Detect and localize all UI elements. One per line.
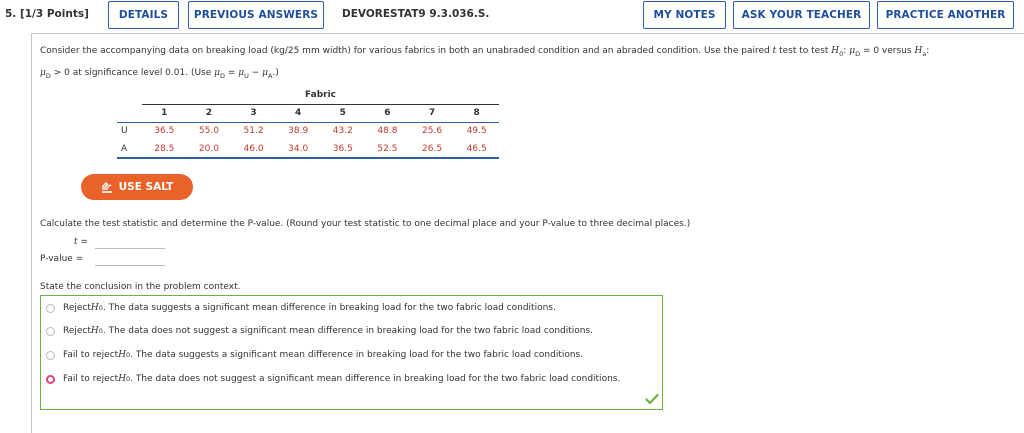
details-button[interactable]: DETAILS	[108, 1, 179, 29]
salt-icon	[101, 181, 113, 193]
practice-another-button[interactable]: PRACTICE ANOTHER	[877, 1, 1014, 29]
radio-button[interactable]	[46, 351, 55, 360]
table-cell: 51.2	[243, 126, 264, 137]
column-header: 6	[365, 104, 410, 122]
radio-button[interactable]	[46, 327, 55, 336]
table-cell: 25.6	[422, 126, 443, 137]
conclusion-options	[40, 295, 663, 410]
table-cell: 20.0	[187, 140, 232, 158]
table-title: Fabric	[142, 86, 499, 104]
table-cell: 26.5	[410, 140, 455, 158]
calc-instruction: Calculate the test statistic and determine the P-value. (Round your test statistic to one decimal place and your P-value to three decimal places.)	[40, 219, 691, 229]
problem-line-2: $\mu_D > 0$ at significance level 0.01. (Use $\mu_D = \mu_U - \mu_A$.)	[40, 67, 279, 80]
conclusion-option-3[interactable]: Fail to reject H 0 . The data suggests a significant mean difference in breaking load for the two fabric load conditions.	[46, 348, 583, 362]
fabric-data-table	[117, 86, 499, 159]
column-header: 4	[276, 104, 321, 122]
column-header: 7	[410, 104, 455, 122]
table-cell: 52.5	[365, 140, 410, 158]
table-row	[117, 140, 499, 158]
table-cell: 34.0	[276, 140, 321, 158]
use-salt-button[interactable]	[81, 174, 193, 200]
table-cell: 46.5	[454, 140, 499, 158]
column-header: 5	[321, 104, 366, 122]
question-number-text: 5.	[5, 8, 17, 20]
conclusion-prompt: State the conclusion in the problem context.	[40, 282, 241, 292]
table-header-row	[117, 104, 499, 122]
question-header	[0, 0, 1024, 33]
column-header: 2	[187, 104, 232, 122]
column-header: 1	[142, 104, 187, 122]
row-label: A	[117, 140, 142, 158]
table-cell: 48.8	[377, 126, 398, 137]
table-cell: 36.5	[154, 126, 175, 137]
conclusion-option-2[interactable]: Reject H 0 . The data does not suggest a significant mean difference in breaking load for the two fabric load conditions.	[46, 324, 593, 338]
conclusion-option-4[interactable]: Fail to reject H 0 . The data does not suggest a significant mean difference in breaking load for the two fabric load conditions.	[46, 372, 620, 386]
question-number	[5, 8, 89, 20]
problem-code: DEVORESTAT9 9.3.036.S.	[342, 8, 490, 20]
question-left-border	[31, 33, 32, 433]
conclusion-option-1[interactable]: Reject H 0 . The data suggests a significant mean difference in breaking load for the two fabric load conditions.	[46, 301, 556, 315]
table-cell: 49.5	[466, 126, 487, 137]
table-cell: 43.2	[332, 126, 353, 137]
t-label: t =	[74, 237, 89, 247]
points-text: [1/3 Points]	[19, 8, 89, 20]
radio-button[interactable]	[46, 304, 55, 313]
my-notes-button[interactable]: MY NOTES	[643, 1, 726, 29]
p-value-label: P-value =	[40, 254, 84, 264]
p-value-input[interactable]	[95, 252, 165, 266]
table-row	[117, 122, 499, 140]
row-label: U	[121, 126, 128, 137]
header-divider	[31, 33, 1024, 34]
ask-teacher-button[interactable]: ASK YOUR TEACHER	[733, 1, 870, 29]
table-cell: 28.5	[142, 140, 187, 158]
table-cell: 38.9	[288, 126, 309, 137]
problem-statement	[40, 42, 1020, 86]
problem-line-1: Consider the accompanying data on breaking load (kg/25 mm width) for various fabrics in both an unabraded condition and an abraded condition. Use the paired t test to test $H_0$: $\mu_D = 0$ versus $H_a$:	[40, 46, 930, 58]
table-cell: 55.0	[198, 126, 219, 137]
radio-button-selected[interactable]	[46, 375, 55, 384]
t-statistic-input[interactable]	[95, 235, 165, 249]
column-header: 8	[454, 104, 499, 122]
column-header: 3	[231, 104, 276, 122]
previous-answers-button[interactable]: PREVIOUS ANSWERS	[188, 1, 324, 29]
table-cell: 36.5	[321, 140, 366, 158]
checkmark-icon	[645, 393, 659, 405]
table-cell: 46.0	[231, 140, 276, 158]
use-salt-label: USE SALT	[118, 181, 174, 193]
